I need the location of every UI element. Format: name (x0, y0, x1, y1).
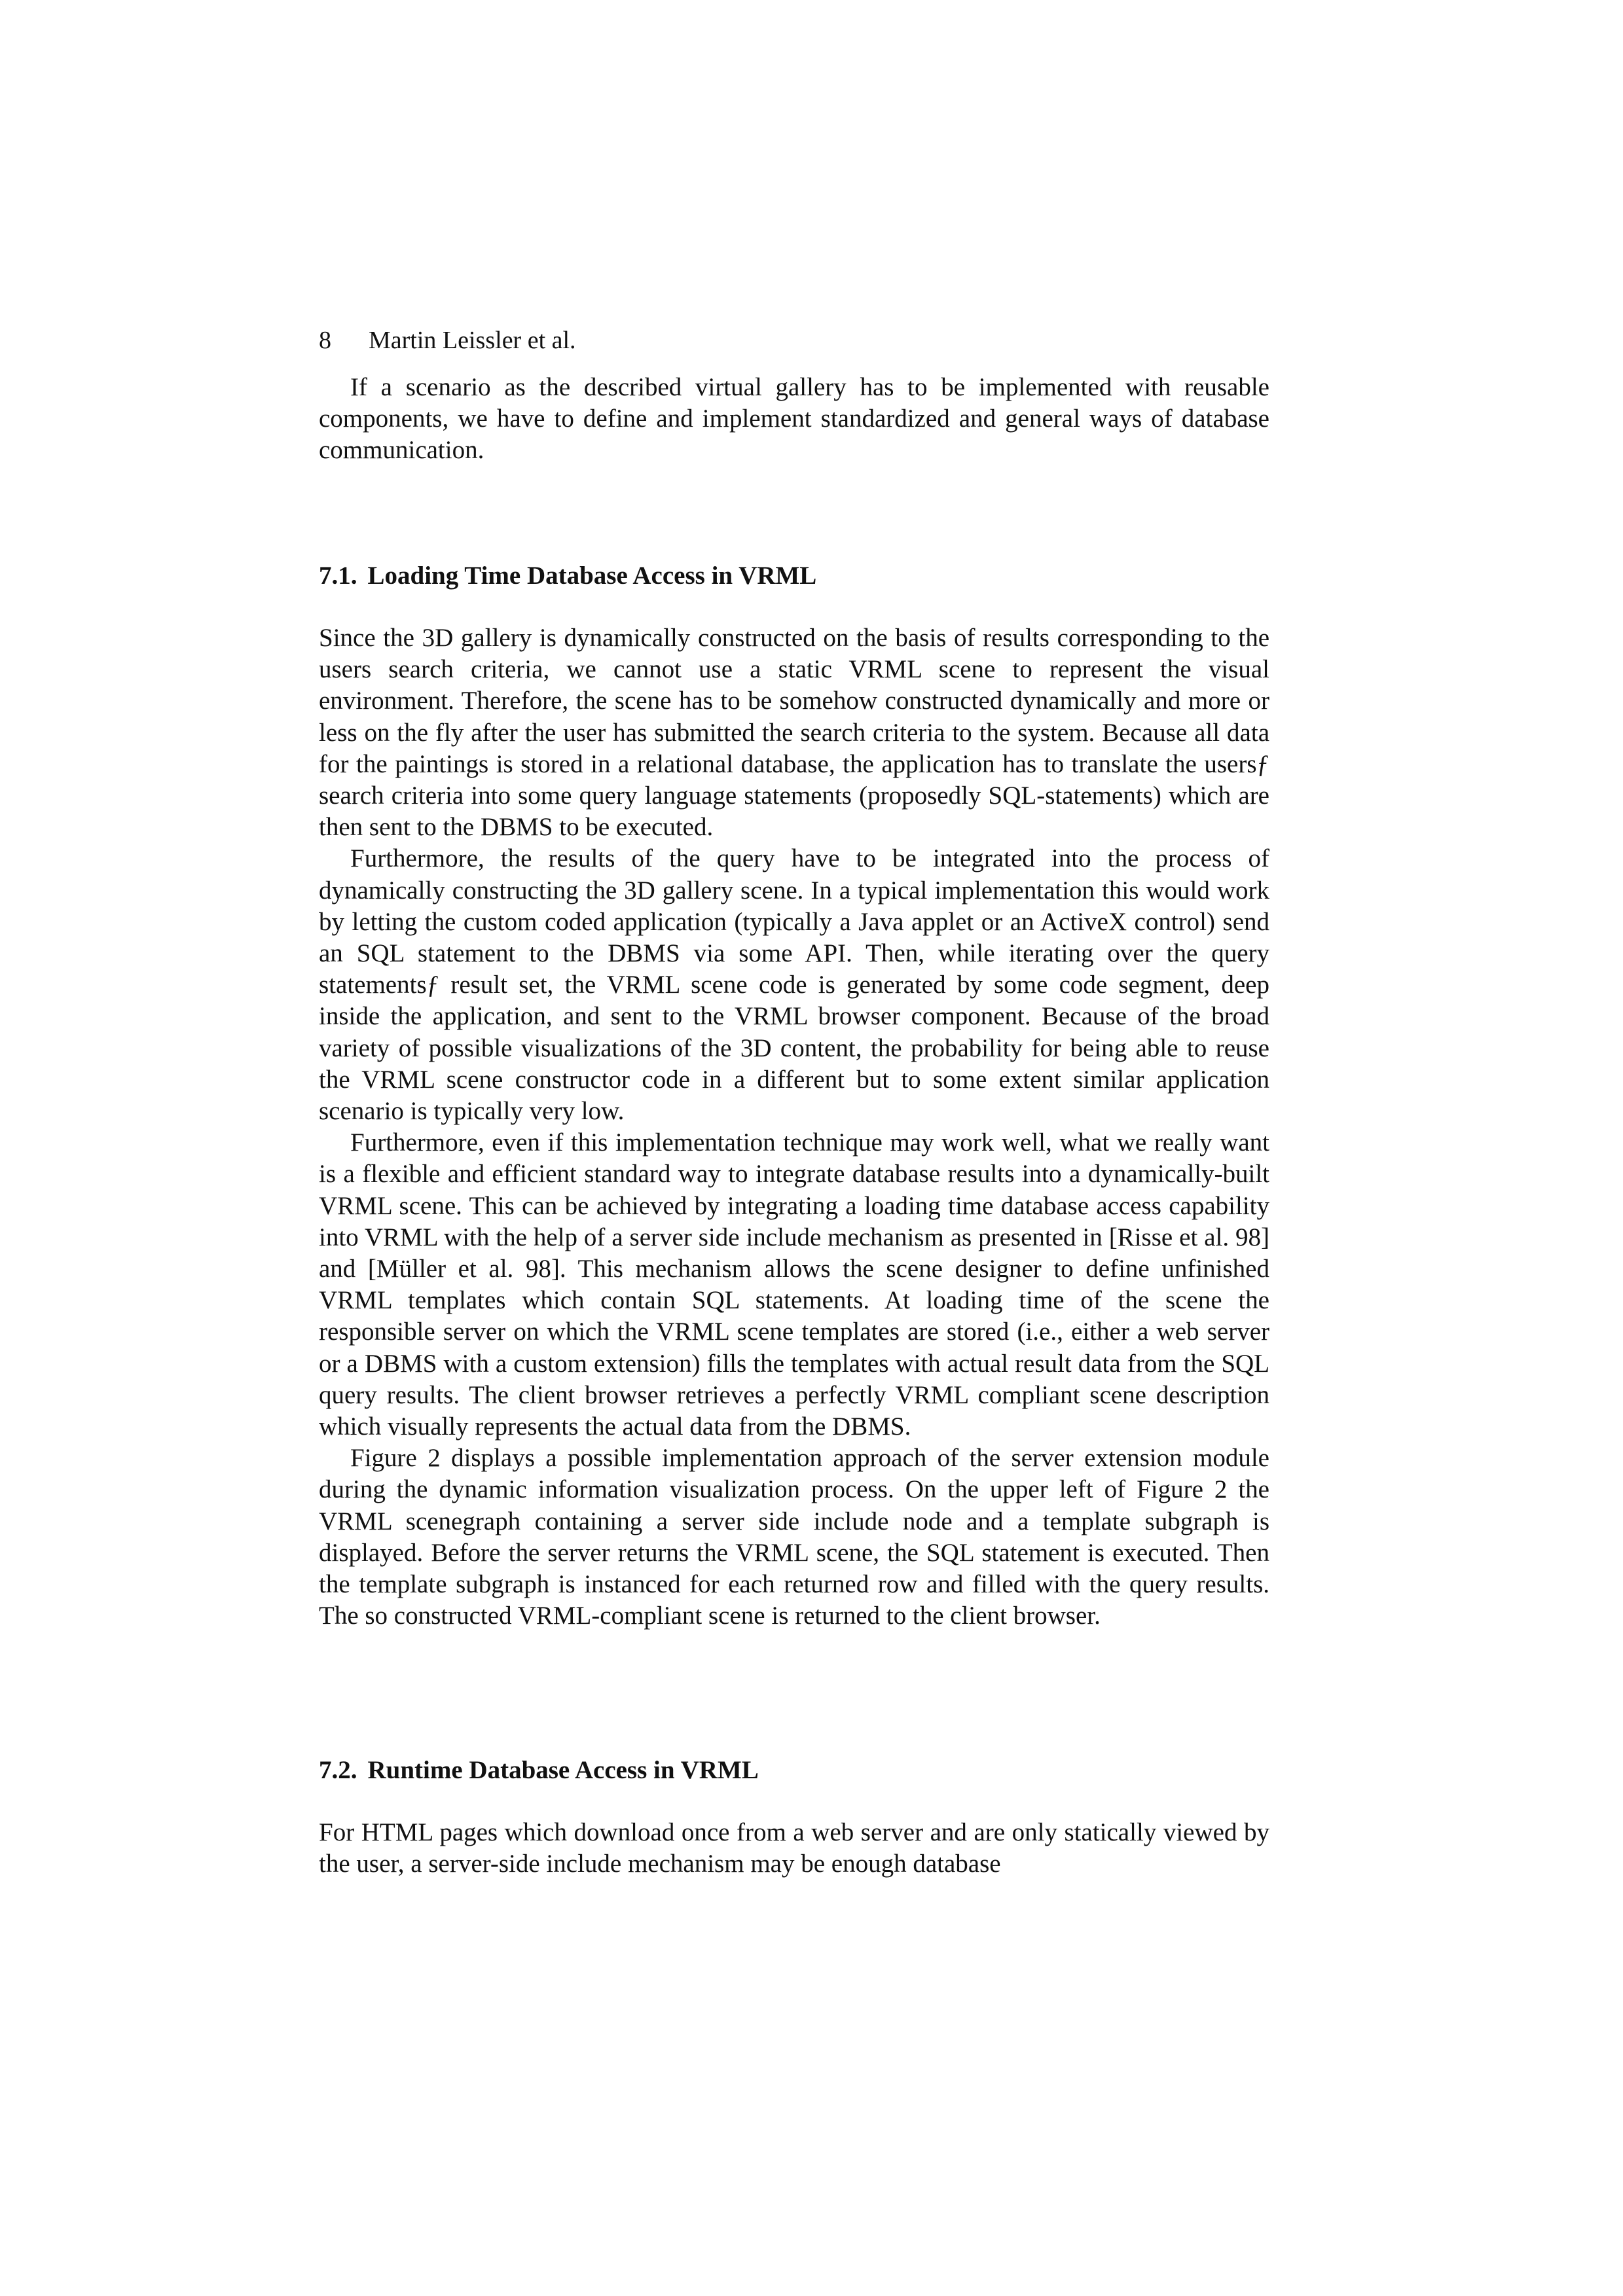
section-7-1-body (319, 622, 1269, 1632)
section-heading-7-2 (319, 1755, 759, 1786)
running-head (319, 325, 576, 356)
section-number: 7.1. (319, 562, 357, 590)
running-head-authors: Martin Leissler et al. (369, 327, 576, 354)
section-paragraph: For HTML pages which download once from a web server and are only statically viewed by the user, a server-side include mechanism may be enough database (319, 1818, 1269, 1878)
intro-block (319, 372, 1269, 467)
section-paragraph: Furthermore, the results of the query have to be integrated into the process of dynamically constructing the 3D gallery scene. In a typical implementation this would work by letting the custom coded application (typically a Java applet or an ActiveX control) send an SQL statement to the DBMS via some API. Then, while iterating over the query statementsƒ result set, the VRML scene code is generated by some code segment, deep inside the application, and sent to the VRML browser component. Because of the broad variety of possible visualizations of the 3D content, the probability for being able to reuse the VRML scene constructor code in a different but to some extent similar application scenario is typically very low. (319, 844, 1269, 1126)
section-paragraph: Figure 2 displays a possible implementation approach of the server extension module during the dynamic information visualization process. On the upper left of Figure 2 the VRML scenegraph containing a server side include node and a template subgraph is displayed. Before the server returns the VRML scene, the SQL statement is executed. Then the template subgraph is instanced for each returned row and filled with the query results. The so constructed VRML-compliant scene is returned to the client browser. (319, 1444, 1269, 1630)
section-paragraph: Furthermore, even if this implementation technique may work well, what we really want is a flexible and efficient standard way to integrate database results into a dynamically-built VRML scene. This can be achieved by integrating a loading time database access capability into VRML with the help of a server side include mechanism as presented in [Risse et al. 98] and [Müller et al. 98]. This mechanism allows the scene designer to define unfinished VRML templates which contain SQL statements. At loading time of the scene the responsible server on which the VRML scene templates are stored (i.e., either a web server or a DBMS with a custom extension) fills the templates with actual result data from the SQL query results. The client browser retrieves a perfectly VRML compliant scene description which visually represents the actual data from the DBMS. (319, 1128, 1269, 1441)
section-number: 7.2. (319, 1756, 357, 1784)
page-number: 8 (319, 327, 331, 354)
section-heading-7-1 (319, 560, 816, 592)
section-7-2-body (319, 1817, 1269, 1880)
section-title: Runtime Database Access in VRML (367, 1756, 759, 1784)
section-title: Loading Time Database Access in VRML (367, 562, 817, 590)
intro-paragraph: If a scenario as the described virtual gallery has to be implemented with reusable components, we have to define and implement standardized and general ways of database communication. (319, 373, 1269, 465)
section-paragraph: Since the 3D gallery is dynamically constructed on the basis of results corresponding to the users search criteria, we cannot use a static VRML scene to represent the visual environment. Therefore, the scene has to be somehow constructed dynamically and more or less on the fly after the user has submitted the search criteria to the system. Because all data for the paintings is stored in a relational database, the application has to translate the usersƒ search criteria into some query language statements (proposedly SQL-statements) which are then sent to the DBMS to be executed. (319, 624, 1269, 842)
